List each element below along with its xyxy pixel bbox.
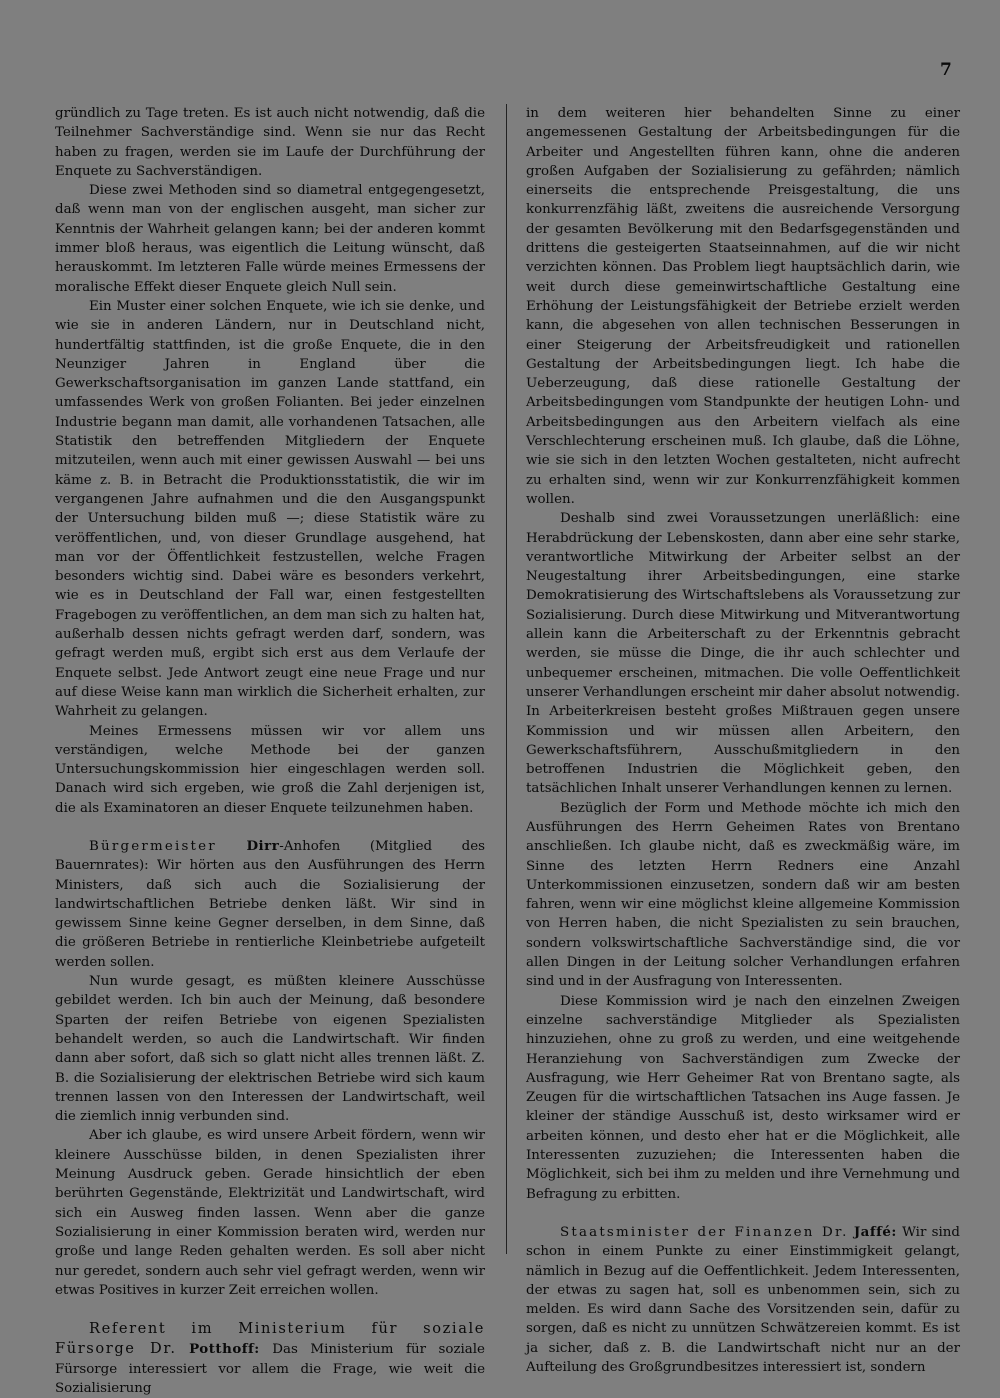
speaker-statement	[526, 1223, 960, 1377]
page-number: 7	[940, 60, 952, 80]
paragraph: Bezüglich der Form und Methode möchte ich mich den Ausführungen des Herrn Geheimen Rates von Brentano anschließen. Ich glaube nicht, daß es zweckmäßig wäre, im Sinne des letzten Herrn Redners eine Anzahl Unterkommissionen einzusetzen, sondern daß wir am besten fahren, wenn wir eine möglichst kleine allgemeine Kommission von Herren haben, die nicht Spezialisten zu sein brauchen, sondern volkswirtschaftliche Sachverständige sind, die vor allen Dingen in der Leitung solcher Verhandlungen erfahren sind und in der Ausfragung von Interessenten.	[526, 800, 960, 990]
paragraph: Aber ich glaube, es wird unsere Arbeit fördern, wenn wir kleinere Ausschüsse bilden, in denen Spezialisten ihrer Meinung Ausdruck geben. Gerade hinsichtlich der eben berührten Gegenstände, Elektrizität und Landwirtschaft, wird sich ein Ausweg finden lassen. Wenn aber die ganze Sozialisierung in einer Kommission beraten wird, werden nur große und lange Reden gehalten werden. Es soll aber nicht nur geredet, sondern auch sehr viel gefragt werden, wenn wir etwas Positives in kurzer Zeit erreichen wollen.	[55, 1128, 485, 1298]
speaker-statement	[55, 1319, 485, 1398]
column-divider	[506, 104, 507, 1254]
statement-text: Wir sind schon in einem Punkte zu einer Einstimmigkeit gelangt, nämlich in Bezug auf die Oeffentlichkeit. Jedem Interessenten, der etwas zu sagen hat, soll es unbenommen sein, sich zu melden. Es wird dann Sache des Vorsitzenden sein, dafür zu sorgen, daß es nicht zu unnützen Schwätzereien kommt. Es ist ja sicher, daß z. B. die Landwirtschaft nicht nur an der Aufteilung des Großgrundbesitzes interessiert ist, sondern	[526, 1224, 960, 1375]
speaker-title: Bürgermeister	[89, 838, 217, 854]
speaker-title: Referent im Ministerium für soziale Fürsorge Dr.	[55, 1320, 485, 1358]
paragraph: Nun wurde gesagt, es müßten kleinere Ausschüsse gebildet werden. Ich bin auch der Meinung, daß besondere Sparten der reifen Betriebe von eigenen Spezialisten behandelt werden, so auch die Landwirtschaft. Wir finden dann aber sofort, daß sich so glatt nicht alles trennen läßt. Z. B. die Sozialisierung der elektrischen Betriebe wird sich kaum trennen lassen von den Interessen der Landwirtschaft, weil die ziemlich innig verbunden sind.	[55, 974, 485, 1125]
speaker-name: Potthoff:	[189, 1341, 260, 1358]
paragraph: Meines Ermessens müssen wir vor allem uns verständigen, welche Methode bei der ganzen Untersuchungskommission hier eingeschlagen werden soll. Danach wird sich ergeben, wie groß die Zahl derjenigen ist, die als Examinatoren an dieser Enquete teilzunehmen haben.	[55, 723, 485, 816]
paragraph: Deshalb sind zwei Voraussetzungen unerläßlich: eine Herabdrückung der Lebenskosten, dann aber eine sehr starke, verantwortliche Mitwirkung der Arbeiter selbst an der Neugestaltung ihrer Arbeitsbedingungen, eine starke Demokratisierung des Wirtschaftslebens als Voraussetzung zur Sozialisierung. Durch diese Mitwirkung und Mitverantwortung allein kann die Arbeiterschaft zu der Erkenntnis gebracht werden, sie müsse die Dinge, die ihr auch schlechter und unbequemer erscheinen, mitmachen. Die volle Oeffentlichkeit unserer Verhandlungen erscheint mir daher absolut notwendig. In Arbeiterkreisen besteht großes Mißtrauen gegen unsere Kommission und wir müssen allen Arbeitern, den Gewerkschaftsführern, Ausschußmitgliedern in den betroffenen Industrien die Möglichkeit geben, den tatsächlichen Inhalt unserer Verhandlungen kennen zu lernen.	[526, 511, 960, 797]
paragraph: Ein Muster einer solchen Enquete, wie ich sie denke, und wie sie in anderen Ländern, nur in Deutschland nicht, hundertfältig stattfinden, ist die große Enquete, die in den Neunziger Jahren in England über die Gewerkschaftsorganisation im ganzen Lande stattfand, ein umfassendes Werk von großen Folianten. Bei jeder einzelnen Industrie begann man damit, alle vorhandenen Tatsachen, alle Statistik den betreffenden Mitgliedern der Enquete mitzuteilen, wenn auch mit einer gewissen Auswahl — bei uns käme z. B. in Betracht die Produktionsstatistik, die wir im vergangenen Jahre aufnahmen und die den Ausgangspunkt der Untersuchung bilden muß —; diese Statistik wäre zu veröffentlichen, und, von dieser Grundlage ausgehend, hat man vor der Öffentlichkeit festzustellen, welche Fragen besonders wichtig sind. Dabei wäre es besonders verkehrt, wie es in Deutschland der Fall war, einen festgestellten Fragebogen zu veröffentlichen, an dem man sich zu halten hat, außerhalb dessen nichts gefragt werden darf, sondern, was gefragt werden muß, ergibt sich erst aus dem Verlaufe der Enquete selbst. Jede Antwort zeugt eine neue Frage und nur auf diese Weise kann man wirklich die Sicherheit erhalten, zur Wahrheit zu gelangen.	[55, 298, 485, 720]
paragraph: gründlich zu Tage treten. Es ist auch nicht notwendig, daß die Teilnehmer Sachverständige sind. Wenn sie nur das Recht haben zu fragen, werden sie im Laufe der Durchführung der Enquete zu Sachverständigen.	[55, 106, 485, 179]
speaker-name: Jaffé:	[853, 1223, 897, 1240]
statement-text: Das Ministerium für soziale Fürsorge interessiert vor allem die Frage, wie weit die Sozialisierung	[55, 1342, 485, 1396]
left-column	[55, 104, 485, 1398]
speaker-name: Dirr	[246, 837, 280, 854]
right-column	[526, 104, 960, 1377]
paragraph: Diese zwei Methoden sind so diametral entgegengesetzt, daß wenn man von der englischen ausgeht, man sicher zur Kenntnis der Wahrheit gelangen kann; bei der anderen kommt immer bloß heraus, was eigentlich die Leitung wünscht, daß herauskommt. Im letzteren Falle würde meines Ermessens der moralische Effekt dieser Enquete gleich Null sein.	[55, 183, 485, 295]
statement-text: -Anhofen (Mitglied des Bauernrates): Wir hörten aus den Ausführungen des Herrn Ministers, daß sich auch die Sozialisierung der landwirtschaftlichen Betriebe denken läßt. Wir sind in gewissem Sinne keine Gegner derselben, in dem Sinne, daß die größeren Betriebe in rentierliche Kleinbetriebe aufgeteilt werden sollen.	[55, 838, 485, 970]
paragraph: in dem weiteren hier behandelten Sinne zu einer angemessenen Gestaltung der Arbeitsbedingungen für die Arbeiter und Angestellten führen kann, ohne die anderen großen Aufgaben der Sozialisierung zu gefährden; nämlich einerseits die entsprechende Preisgestaltung, die uns konkurrenzfähig läßt, zweitens die ausreichende Versorgung der gesamten Bevölkerung mit den Bedarfsgegenständen und drittens die gesteigerten Staatseinnahmen, auf die wir nicht verzichten können. Das Problem liegt hauptsächlich darin, wie weit durch diese gemeinwirtschaftliche Gestaltung eine Erhöhung der Leistungsfähigkeit der Betriebe erzielt werden kann, die abgesehen von allen technischen Besserungen in einer Steigerung der Arbeitsfreudigkeit und rationellen Gestaltung der Arbeitsbedingungen liegt. Ich habe die Ueberzeugung, daß diese rationelle Gestaltung der Arbeitsbedingungen vom Standpunkte der heutigen Lohn- und Arbeitsbedingungen aus den Arbeitern vielfach als eine Verschlechterung erscheinen muß. Ich glaube, daß die Löhne, wie sie sich in den letzten Wochen gestalteten, nicht aufrecht zu erhalten sind, wenn wir zur Konkurrenzfähigkeit kommen wollen.	[526, 106, 960, 507]
speaker-title: Staatsminister der Finanzen Dr.	[560, 1224, 849, 1240]
speaker-statement	[55, 837, 485, 972]
paragraph: Diese Kommission wird je nach den einzelnen Zweigen einzelne sachverständige Mitglieder als Spezialisten hinzuziehen, ohne zu groß zu werden, und eine weitgehende Heranziehung von Sachverständigen zum Zwecke der Ausfragung, wie Herr Geheimer Rat von Brentano sagte, als Zeugen für die wirtschaftlichen Tatsachen ins Auge fassen. Je kleiner der ständige Ausschuß ist, desto wirksamer wird er arbeiten können, und desto eher hat er die Möglichkeit, alle Interessenten zuzuziehen; die Interessenten haben die Möglichkeit, sich bei ihm zu melden und ihre Vernehmung und Befragung zu erbitten.	[526, 993, 960, 1202]
